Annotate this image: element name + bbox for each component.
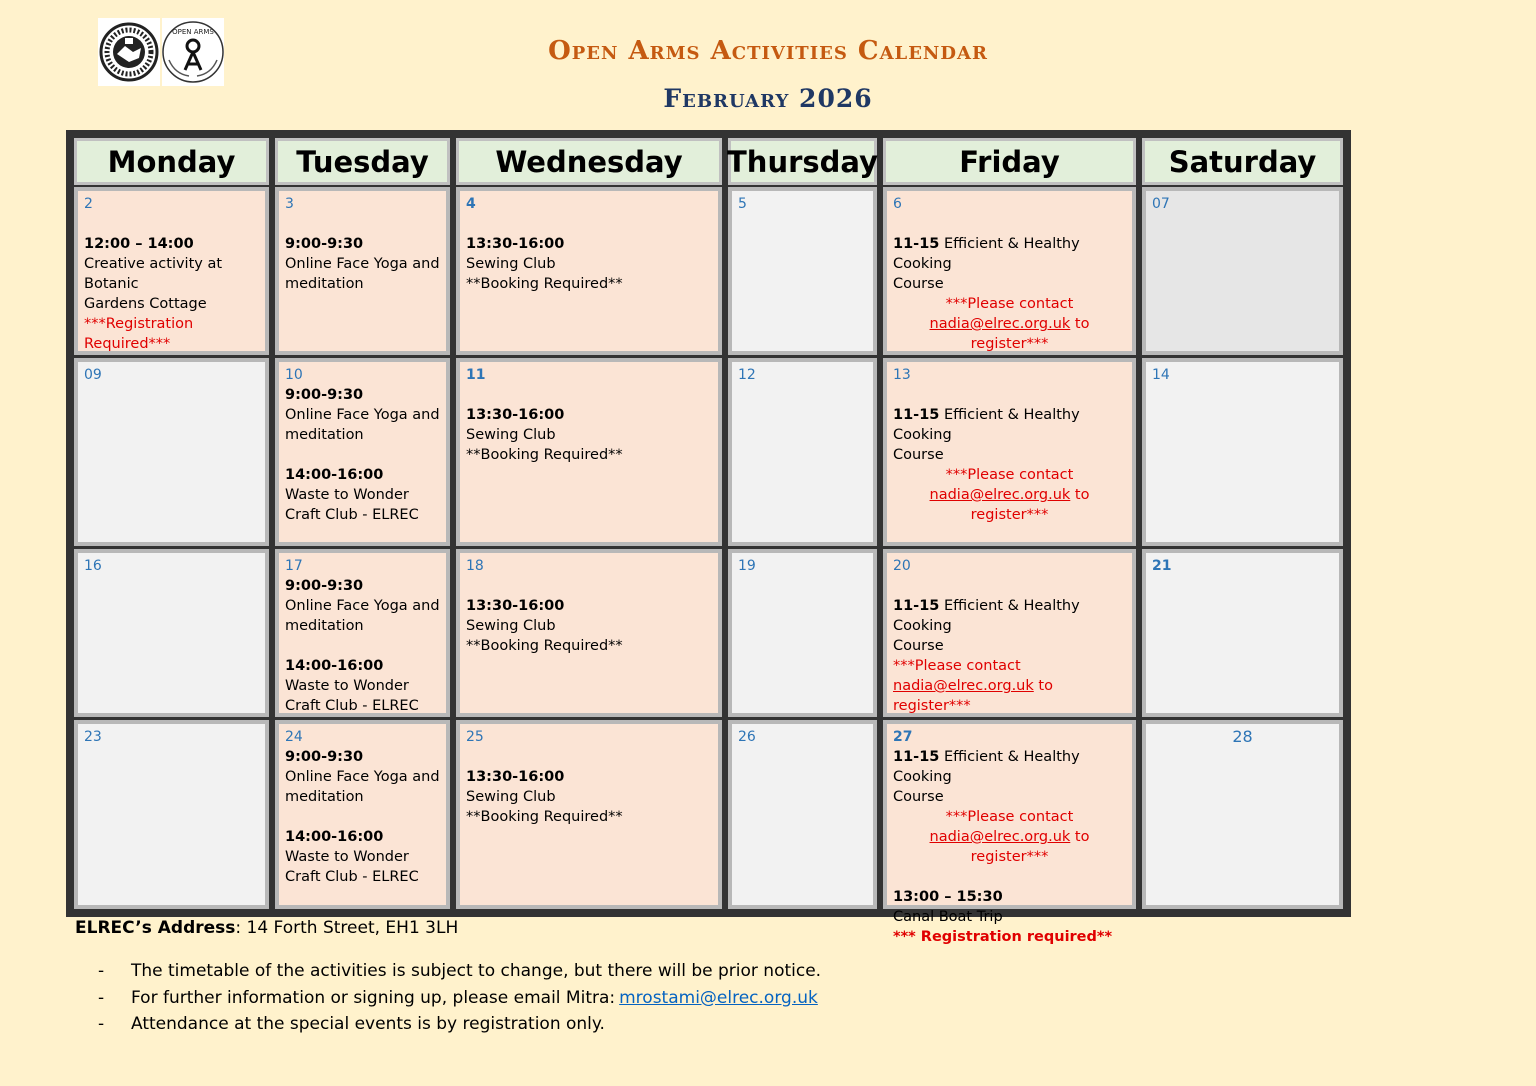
header-wednesday: Wednesday (456, 138, 722, 185)
event-note-cont: Required*** (84, 336, 171, 352)
day-cell-21 (1142, 549, 1343, 717)
event-time: 11-15 (893, 598, 940, 614)
day-cell-12 (728, 358, 877, 546)
address-value: : 14 Forth Street, EH1 3LH (235, 918, 459, 938)
event-note: **Booking Required** (466, 809, 623, 825)
event-title: Sewing Club (466, 618, 556, 634)
day-number: 13 (893, 367, 911, 383)
event-note-cont: to register*** (970, 316, 1090, 352)
event-title-cont: meditation (285, 427, 364, 443)
event-title-cont: Gardens Cottage (84, 296, 207, 312)
day-number: 6 (893, 196, 902, 212)
event-title-cont: Course (893, 789, 944, 805)
event-time: 13:30-16:00 (466, 407, 565, 423)
calendar-month: February 2026 (663, 84, 873, 113)
event-title-cont: meditation (285, 276, 364, 292)
event-time: 9:00-9:30 (285, 749, 364, 765)
day-cell-13 (883, 358, 1136, 546)
day-number: 27 (893, 729, 913, 745)
day-number: 5 (738, 196, 747, 212)
header-tuesday: Tuesday (275, 138, 450, 185)
event-title: Sewing Club (466, 427, 556, 443)
event-note-cont: to register*** (970, 829, 1090, 865)
event-time: 13:00 – 15:30 (893, 889, 1003, 905)
event-title: Canal Boat Trip (893, 909, 1003, 925)
event-title: Waste to Wonder (285, 678, 409, 694)
address-label: ELREC’s Address (75, 918, 236, 938)
event-title-cont: Craft Club - ELREC (285, 869, 419, 885)
event-note-cont: to register*** (970, 487, 1090, 523)
event-title-cont: Course (893, 638, 944, 654)
header-thursday: Thursday (728, 138, 877, 185)
day-number: 2 (84, 196, 93, 212)
event-time: 13:30-16:00 (466, 769, 565, 785)
day-cell-17 (275, 549, 450, 717)
event-title: Online Face Yoga and (285, 256, 440, 272)
day-cell-2 (74, 187, 269, 355)
event-title: Online Face Yoga and (285, 769, 440, 785)
email-link[interactable]: nadia@elrec.org.uk (929, 316, 1071, 332)
day-number: 25 (466, 729, 484, 745)
event-title: Efficient & Healthy Cooking (893, 749, 1080, 785)
day-number: 18 (466, 558, 484, 574)
email-link[interactable]: nadia@elrec.org.uk (893, 678, 1034, 694)
event-title: Waste to Wonder (285, 487, 409, 503)
day-cell-10 (275, 358, 450, 546)
event-title-cont: Craft Club - ELREC (285, 507, 419, 523)
event-time: 13:30-16:00 (466, 598, 565, 614)
event-note: ***Please contact (945, 467, 1074, 483)
day-cell-11 (456, 358, 722, 546)
calendar-title: Open Arms Activities Calendar (548, 36, 988, 66)
day-number: 20 (893, 558, 911, 574)
day-cell-7 (1142, 187, 1343, 355)
event-title: Efficient & Healthy Cooking (893, 236, 1080, 272)
day-number: 3 (285, 196, 294, 212)
event-title-cont: Craft Club - ELREC (285, 698, 419, 714)
day-cell-14 (1142, 358, 1343, 546)
event-time: 11-15 (893, 236, 940, 252)
event-time: 14:00-16:00 (285, 829, 384, 845)
day-cell-5 (728, 187, 877, 355)
notes-list (98, 958, 821, 1038)
day-number: 14 (1152, 367, 1170, 383)
header-friday: Friday (883, 138, 1136, 185)
day-cell-19 (728, 549, 877, 717)
event-note: *** Registration required** (893, 929, 1113, 945)
event-time: 14:00-16:00 (285, 658, 384, 674)
list-item: - Attendance at the special events is by registration only. (98, 1014, 605, 1034)
event-title-cont: Course (893, 447, 944, 463)
day-number: 24 (285, 729, 303, 745)
day-cell-27 (883, 720, 1136, 945)
event-note: ***Registration (84, 316, 194, 332)
day-cell-23 (74, 720, 269, 909)
day-cell-18 (456, 549, 722, 717)
day-number: 21 (1152, 558, 1172, 574)
day-number: 09 (84, 367, 102, 383)
day-number: 10 (285, 367, 303, 383)
day-number: 17 (285, 558, 303, 574)
day-cell-26 (728, 720, 877, 909)
event-note: **Booking Required** (466, 447, 623, 463)
event-title: Sewing Club (466, 256, 556, 272)
event-title: Efficient & Healthy Cooking (893, 407, 1080, 443)
event-note-cont: to register*** (893, 678, 1053, 714)
event-time: 9:00-9:30 (285, 236, 364, 252)
day-number: 19 (738, 558, 756, 574)
event-note: **Booking Required** (466, 276, 623, 292)
day-number: 07 (1152, 196, 1170, 212)
day-cell-25 (456, 720, 722, 909)
day-cell-9 (74, 358, 269, 546)
event-title: Sewing Club (466, 789, 556, 805)
event-title: Creative activity at Botanic (84, 256, 223, 292)
event-time: 14:00-16:00 (285, 467, 384, 483)
event-title: Efficient & Healthy Cooking (893, 598, 1080, 634)
email-link[interactable]: nadia@elrec.org.uk (929, 487, 1071, 503)
day-number: 11 (466, 367, 486, 383)
day-number: 12 (738, 367, 756, 383)
day-number: 26 (738, 729, 756, 745)
event-time: 13:30-16:00 (466, 236, 565, 252)
event-title-cont: Course (893, 276, 944, 292)
event-note: ***Please contact (945, 809, 1074, 825)
event-title: Online Face Yoga and (285, 407, 440, 423)
day-number: 4 (466, 196, 476, 212)
event-time: 11-15 (893, 407, 940, 423)
event-note: ***Please contact (945, 296, 1074, 312)
email-link[interactable]: nadia@elrec.org.uk (929, 829, 1071, 845)
address-line (75, 918, 458, 938)
event-time: 9:00-9:30 (285, 578, 364, 594)
event-time: 12:00 – 14:00 (84, 236, 194, 252)
day-cell-6 (883, 187, 1136, 355)
header-saturday: Saturday (1142, 138, 1343, 185)
list-item: - For further information or signing up, please email Mitra: mrostami@elrec.org.uk (98, 985, 821, 1012)
day-cell-28 (1142, 720, 1343, 909)
day-cell-4 (456, 187, 722, 355)
day-number: 23 (84, 729, 102, 745)
svg-text:OPEN ARMS: OPEN ARMS (172, 28, 214, 36)
day-number: 28 (1232, 727, 1253, 746)
event-note: ***Please contact (893, 658, 1021, 674)
event-note: **Booking Required** (466, 638, 623, 654)
header-monday: Monday (74, 138, 269, 185)
list-item: - The timetable of the activities is subject to change, but there will be prior notice. (98, 961, 822, 981)
day-cell-24 (275, 720, 450, 909)
event-title-cont: meditation (285, 618, 364, 634)
day-cell-3 (275, 187, 450, 355)
event-title: Online Face Yoga and (285, 598, 440, 614)
day-cell-16 (74, 549, 269, 717)
event-time: 9:00-9:30 (285, 387, 364, 403)
event-title: Waste to Wonder (285, 849, 409, 865)
day-cell-20 (883, 549, 1136, 717)
event-title-cont: meditation (285, 789, 364, 805)
day-number: 16 (84, 558, 102, 574)
contact-email-link[interactable]: mrostami@elrec.org.uk (619, 987, 818, 1008)
event-time: 11-15 (893, 749, 940, 765)
